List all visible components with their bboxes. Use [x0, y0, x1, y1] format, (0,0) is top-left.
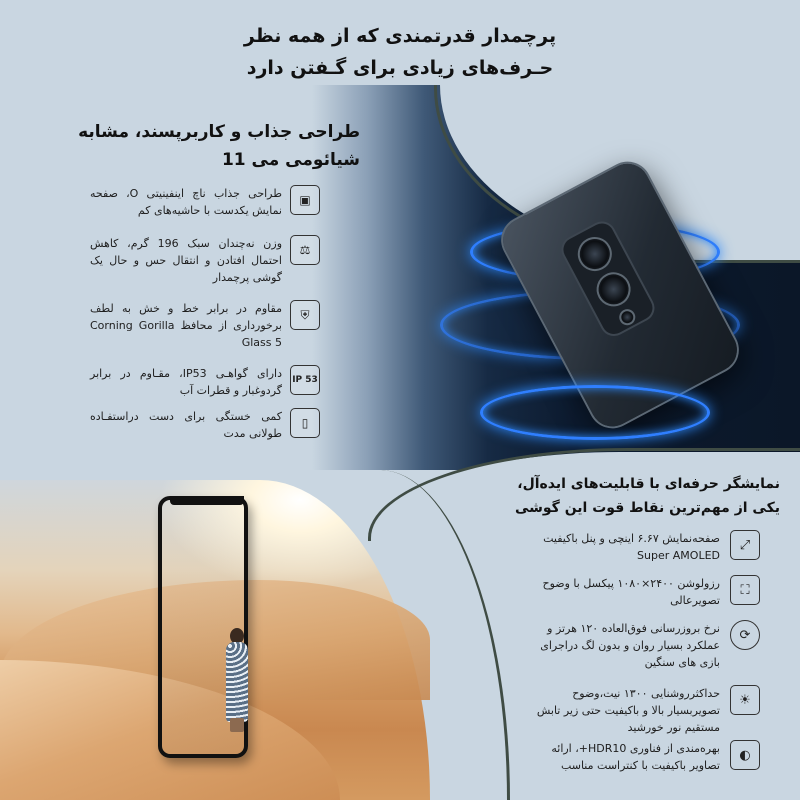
diagonal-size-icon: ⤢ [730, 530, 760, 560]
design-feature-text: مقاوم در برابر خط و خش به لطف برخورداری از محافظ Corning Gorilla Glass 5 [90, 302, 282, 349]
design-feature [90, 365, 320, 399]
walking-woman-figure [224, 628, 248, 732]
design-title-line-2: شیائومی می 11 [221, 150, 360, 170]
figure-dress [226, 642, 248, 722]
refresh-rate-icon: ⟳ [730, 620, 760, 650]
display-feature [520, 620, 760, 671]
display-feature [520, 575, 760, 609]
camera-module [557, 217, 660, 341]
design-feature-text: کمی خستگی برای دست دراستفـاده طولانی مدت [90, 410, 282, 440]
screen-icon: ▣ [290, 185, 320, 215]
headline-line-1: پرچمدار قدرتمندی که از همه نظر [243, 25, 557, 47]
design-feature [90, 408, 320, 442]
display-feature-text: صفحه‌نمایش ۶.۶۷ اینچی و پنل باکیفیت Super AMOLED [543, 532, 720, 562]
weight-icon: ⚖ [290, 235, 320, 265]
design-feature-text: طراحی جذاب ناچ اینفینیتی O، صفحه نمایش یکدست با حاشیه‌های کم [90, 187, 282, 217]
headline-line-2: حـرف‌های زیادی برای گـفتن دارد [246, 57, 554, 79]
display-title-line-2: یکی از مهم‌ترین نقاط قوت این گوشی [514, 500, 780, 516]
design-feature [90, 300, 320, 351]
display-feature [520, 530, 760, 564]
glow-ring-bottom [480, 385, 710, 440]
display-title-line-1: نمایشگر حرفه‌ای با قابلیت‌های ایده‌آل، [517, 476, 780, 492]
brightness-icon: ☀ [730, 685, 760, 715]
camera-lens-icon [572, 231, 618, 277]
water-drop-icon: IP 53 [290, 365, 320, 395]
display-feature-text: نرخ بروزرسانی فوق‌العاده ۱۲۰ هرتز و عملکرد بسیار روان و بدون لگ دراجرای بازی های سنگین [540, 622, 720, 669]
display-section-title [470, 472, 780, 520]
design-title-line-1: طراحی جذاب و کاربرپسند، مشابه [78, 122, 360, 142]
display-feature-text: رزولوشن ۲۴۰۰×۱۰۸۰ پیکسل با وضوح تصویرعالی [542, 577, 720, 607]
display-feature [520, 685, 760, 736]
design-section-title [60, 118, 360, 174]
page-headline [140, 20, 660, 84]
resolution-icon: ⛶ [730, 575, 760, 605]
shield-icon: ⛨ [290, 300, 320, 330]
contrast-icon: ◐ [730, 740, 760, 770]
design-feature-text: دارای گواهـی IP53، مقـاوم در برابر گردوغبار و قطرات آب [90, 367, 282, 397]
camera-lens-icon [591, 266, 637, 312]
hand-phone-icon: ▯ [290, 408, 320, 438]
display-feature-text: حداکثرروشنایی ۱۳۰۰ نیت،وضوح تصویربسیار بالا و باکیفیت حتی زیر تابش مستقیم نور خورشید [536, 687, 720, 734]
display-feature [520, 740, 760, 774]
design-feature [90, 185, 320, 219]
design-feature [90, 235, 320, 286]
camera-lens-icon [616, 306, 638, 328]
display-feature-text: بهره‌مندی از فناوری HDR10+، ارائه تصاویر باکیفیت با کنتراست مناسب [551, 742, 720, 772]
design-feature-text: وزن نه‌چندان سبک 196 گرم، کاهش احتمال افتادن و انتقال حس و حال یک گوشی پرچمدار [90, 237, 283, 284]
figure-legs [230, 718, 244, 732]
